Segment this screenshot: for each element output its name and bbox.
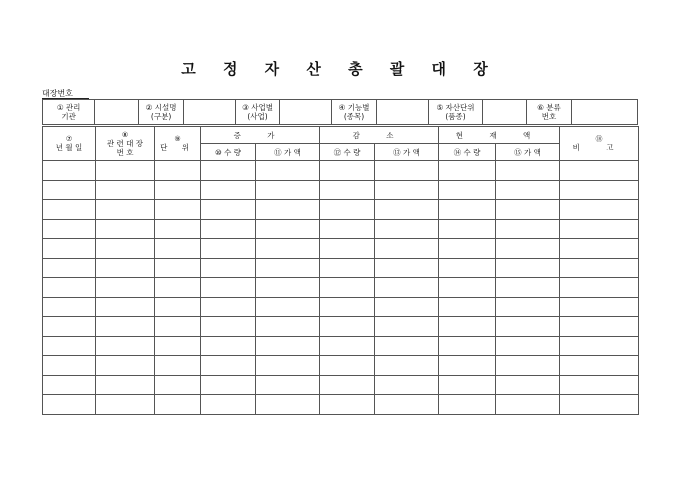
value-class-number[interactable] <box>571 100 637 125</box>
table-row <box>43 297 639 317</box>
table-cell[interactable] <box>560 258 639 278</box>
table-cell[interactable] <box>320 395 375 415</box>
table-cell[interactable] <box>439 239 496 259</box>
table-cell[interactable] <box>43 336 96 356</box>
header-remarks: ⑱ 비 고 <box>560 127 639 161</box>
table-cell[interactable] <box>256 375 320 395</box>
table-cell[interactable] <box>43 297 96 317</box>
table-cell[interactable] <box>560 278 639 298</box>
table-cell[interactable] <box>256 297 320 317</box>
header-date: ⑦ 년 월 일 <box>43 127 96 161</box>
table-cell[interactable] <box>320 161 375 181</box>
table-cell[interactable] <box>496 180 560 200</box>
table-cell[interactable] <box>439 180 496 200</box>
header-decrease-quantity: ⑫ 수 량 <box>320 144 375 161</box>
value-function[interactable] <box>376 100 428 125</box>
table-cell[interactable] <box>320 336 375 356</box>
label-class-number: ⑥ 분류 번호 <box>527 100 571 125</box>
header-increase: 증 가 <box>201 127 320 144</box>
table-cell[interactable] <box>320 297 375 317</box>
table-cell[interactable] <box>201 239 256 259</box>
table-row <box>43 317 639 337</box>
table-cell[interactable] <box>256 278 320 298</box>
table-cell[interactable] <box>201 278 256 298</box>
table-cell[interactable] <box>96 356 155 376</box>
table-row <box>43 395 639 415</box>
table-cell[interactable] <box>496 258 560 278</box>
table-cell[interactable] <box>155 395 201 415</box>
table-cell[interactable] <box>439 336 496 356</box>
table-row <box>43 239 639 259</box>
table-cell[interactable] <box>155 200 201 220</box>
table-cell[interactable] <box>375 180 439 200</box>
table-cell[interactable] <box>375 219 439 239</box>
header-decrease: 감 소 <box>320 127 439 144</box>
table-cell[interactable] <box>96 200 155 220</box>
table-row <box>43 375 639 395</box>
value-business[interactable] <box>280 100 332 125</box>
table-cell[interactable] <box>96 297 155 317</box>
table-cell[interactable] <box>560 375 639 395</box>
table-cell[interactable] <box>560 239 639 259</box>
ledger-table <box>42 126 639 415</box>
table-cell[interactable] <box>375 278 439 298</box>
header-unit: ⑨ 단 위 <box>155 127 201 161</box>
table-cell[interactable] <box>375 297 439 317</box>
table-cell[interactable] <box>496 297 560 317</box>
table-cell[interactable] <box>155 258 201 278</box>
ledger-number-label: 대장번호 <box>42 89 89 99</box>
table-cell[interactable] <box>43 317 96 337</box>
table-cell[interactable] <box>560 297 639 317</box>
table-cell[interactable] <box>320 317 375 337</box>
table-cell[interactable] <box>256 180 320 200</box>
table-cell[interactable] <box>155 239 201 259</box>
table-cell[interactable] <box>496 356 560 376</box>
table-cell[interactable] <box>96 258 155 278</box>
table-cell[interactable] <box>496 239 560 259</box>
table-cell[interactable] <box>155 161 201 181</box>
table-cell[interactable] <box>375 356 439 376</box>
table-cell[interactable] <box>43 200 96 220</box>
header-related-ledger: ⑧ 관 련 대 장 번 호 <box>96 127 155 161</box>
value-facility-name[interactable] <box>183 100 235 125</box>
table-row <box>43 356 639 376</box>
table-cell[interactable] <box>496 395 560 415</box>
table-cell[interactable] <box>201 375 256 395</box>
table-cell[interactable] <box>43 239 96 259</box>
table-cell[interactable] <box>155 278 201 298</box>
table-cell[interactable] <box>43 375 96 395</box>
table-cell[interactable] <box>496 317 560 337</box>
table-cell[interactable] <box>43 219 96 239</box>
table-cell[interactable] <box>155 297 201 317</box>
table-cell[interactable] <box>375 395 439 415</box>
table-cell[interactable] <box>256 356 320 376</box>
table-cell[interactable] <box>496 336 560 356</box>
table-cell[interactable] <box>496 200 560 220</box>
table-row <box>43 200 639 220</box>
table-cell[interactable] <box>320 375 375 395</box>
table-cell[interactable] <box>201 395 256 415</box>
table-cell[interactable] <box>560 356 639 376</box>
table-cell[interactable] <box>201 297 256 317</box>
table-cell[interactable] <box>439 375 496 395</box>
table-cell[interactable] <box>560 180 639 200</box>
table-cell[interactable] <box>96 239 155 259</box>
table-cell[interactable] <box>201 219 256 239</box>
table-cell[interactable] <box>155 180 201 200</box>
header-increase-value: ⑪ 가 액 <box>256 144 320 161</box>
table-cell[interactable] <box>320 200 375 220</box>
table-cell[interactable] <box>375 161 439 181</box>
table-cell[interactable] <box>496 219 560 239</box>
table-cell[interactable] <box>439 161 496 181</box>
table-cell[interactable] <box>320 278 375 298</box>
table-row <box>43 278 639 298</box>
table-cell[interactable] <box>560 161 639 181</box>
table-row <box>43 258 639 278</box>
table-cell[interactable] <box>320 258 375 278</box>
table-cell[interactable] <box>201 317 256 337</box>
table-cell[interactable] <box>155 356 201 376</box>
table-cell[interactable] <box>256 258 320 278</box>
header-current-value: ⑮ 가 액 <box>496 144 560 161</box>
table-cell[interactable] <box>320 219 375 239</box>
table-cell[interactable] <box>256 239 320 259</box>
table-cell[interactable] <box>201 258 256 278</box>
header-increase-quantity: ⑩ 수 량 <box>201 144 256 161</box>
table-cell[interactable] <box>43 356 96 376</box>
table-cell[interactable] <box>439 278 496 298</box>
table-cell[interactable] <box>439 219 496 239</box>
table-cell[interactable] <box>96 336 155 356</box>
table-row <box>43 219 639 239</box>
table-cell[interactable] <box>439 356 496 376</box>
table-cell[interactable] <box>256 395 320 415</box>
table-cell[interactable] <box>201 336 256 356</box>
table-cell[interactable] <box>439 317 496 337</box>
table-cell[interactable] <box>96 219 155 239</box>
table-cell[interactable] <box>320 356 375 376</box>
table-cell[interactable] <box>496 161 560 181</box>
label-management-org: ① 관리 기관 <box>43 100 95 125</box>
label-function: ④ 기능별 (종목) <box>332 100 376 125</box>
table-cell[interactable] <box>560 317 639 337</box>
value-asset-unit[interactable] <box>483 100 527 125</box>
table-row <box>43 180 639 200</box>
table-cell[interactable] <box>439 258 496 278</box>
table-cell[interactable] <box>560 219 639 239</box>
label-business: ③ 사업별 (사업) <box>235 100 279 125</box>
table-cell[interactable] <box>155 317 201 337</box>
table-cell[interactable] <box>496 278 560 298</box>
table-cell[interactable] <box>155 375 201 395</box>
table-cell[interactable] <box>96 161 155 181</box>
table-cell[interactable] <box>256 200 320 220</box>
table-cell[interactable] <box>375 375 439 395</box>
table-cell[interactable] <box>43 161 96 181</box>
table-cell[interactable] <box>256 317 320 337</box>
table-cell[interactable] <box>375 317 439 337</box>
table-cell[interactable] <box>43 180 96 200</box>
table-cell[interactable] <box>439 395 496 415</box>
table-cell[interactable] <box>155 219 201 239</box>
label-facility-name: ② 시설명 (구분) <box>139 100 183 125</box>
table-cell[interactable] <box>155 336 201 356</box>
header-current-quantity: ⑭ 수 량 <box>439 144 496 161</box>
table-cell[interactable] <box>375 239 439 259</box>
value-management-org[interactable] <box>95 100 139 125</box>
table-cell[interactable] <box>560 395 639 415</box>
table-cell[interactable] <box>439 200 496 220</box>
table-cell[interactable] <box>201 200 256 220</box>
table-cell[interactable] <box>256 336 320 356</box>
table-cell[interactable] <box>43 258 96 278</box>
label-asset-unit: ⑤ 자산단위 (품종) <box>428 100 482 125</box>
table-cell[interactable] <box>375 200 439 220</box>
table-row <box>43 161 639 181</box>
table-cell[interactable] <box>201 161 256 181</box>
header-current: 현 재 액 <box>439 127 560 144</box>
table-cell[interactable] <box>375 258 439 278</box>
table-cell[interactable] <box>96 375 155 395</box>
header-decrease-value: ⑬ 가 액 <box>375 144 439 161</box>
table-cell[interactable] <box>320 180 375 200</box>
info-table <box>42 99 638 125</box>
table-cell[interactable] <box>375 336 439 356</box>
table-cell[interactable] <box>96 395 155 415</box>
table-cell[interactable] <box>43 278 96 298</box>
table-row <box>43 336 639 356</box>
table-cell[interactable] <box>96 317 155 337</box>
page-title: 고 정 자 산 총 괄 대 장 <box>181 60 499 78</box>
table-cell[interactable] <box>201 180 256 200</box>
table-cell[interactable] <box>256 161 320 181</box>
table-cell[interactable] <box>201 356 256 376</box>
table-cell[interactable] <box>320 239 375 259</box>
table-cell[interactable] <box>560 336 639 356</box>
table-cell[interactable] <box>496 375 560 395</box>
table-cell[interactable] <box>43 395 96 415</box>
table-cell[interactable] <box>439 297 496 317</box>
table-cell[interactable] <box>96 180 155 200</box>
table-cell[interactable] <box>560 200 639 220</box>
table-cell[interactable] <box>96 278 155 298</box>
table-cell[interactable] <box>256 219 320 239</box>
